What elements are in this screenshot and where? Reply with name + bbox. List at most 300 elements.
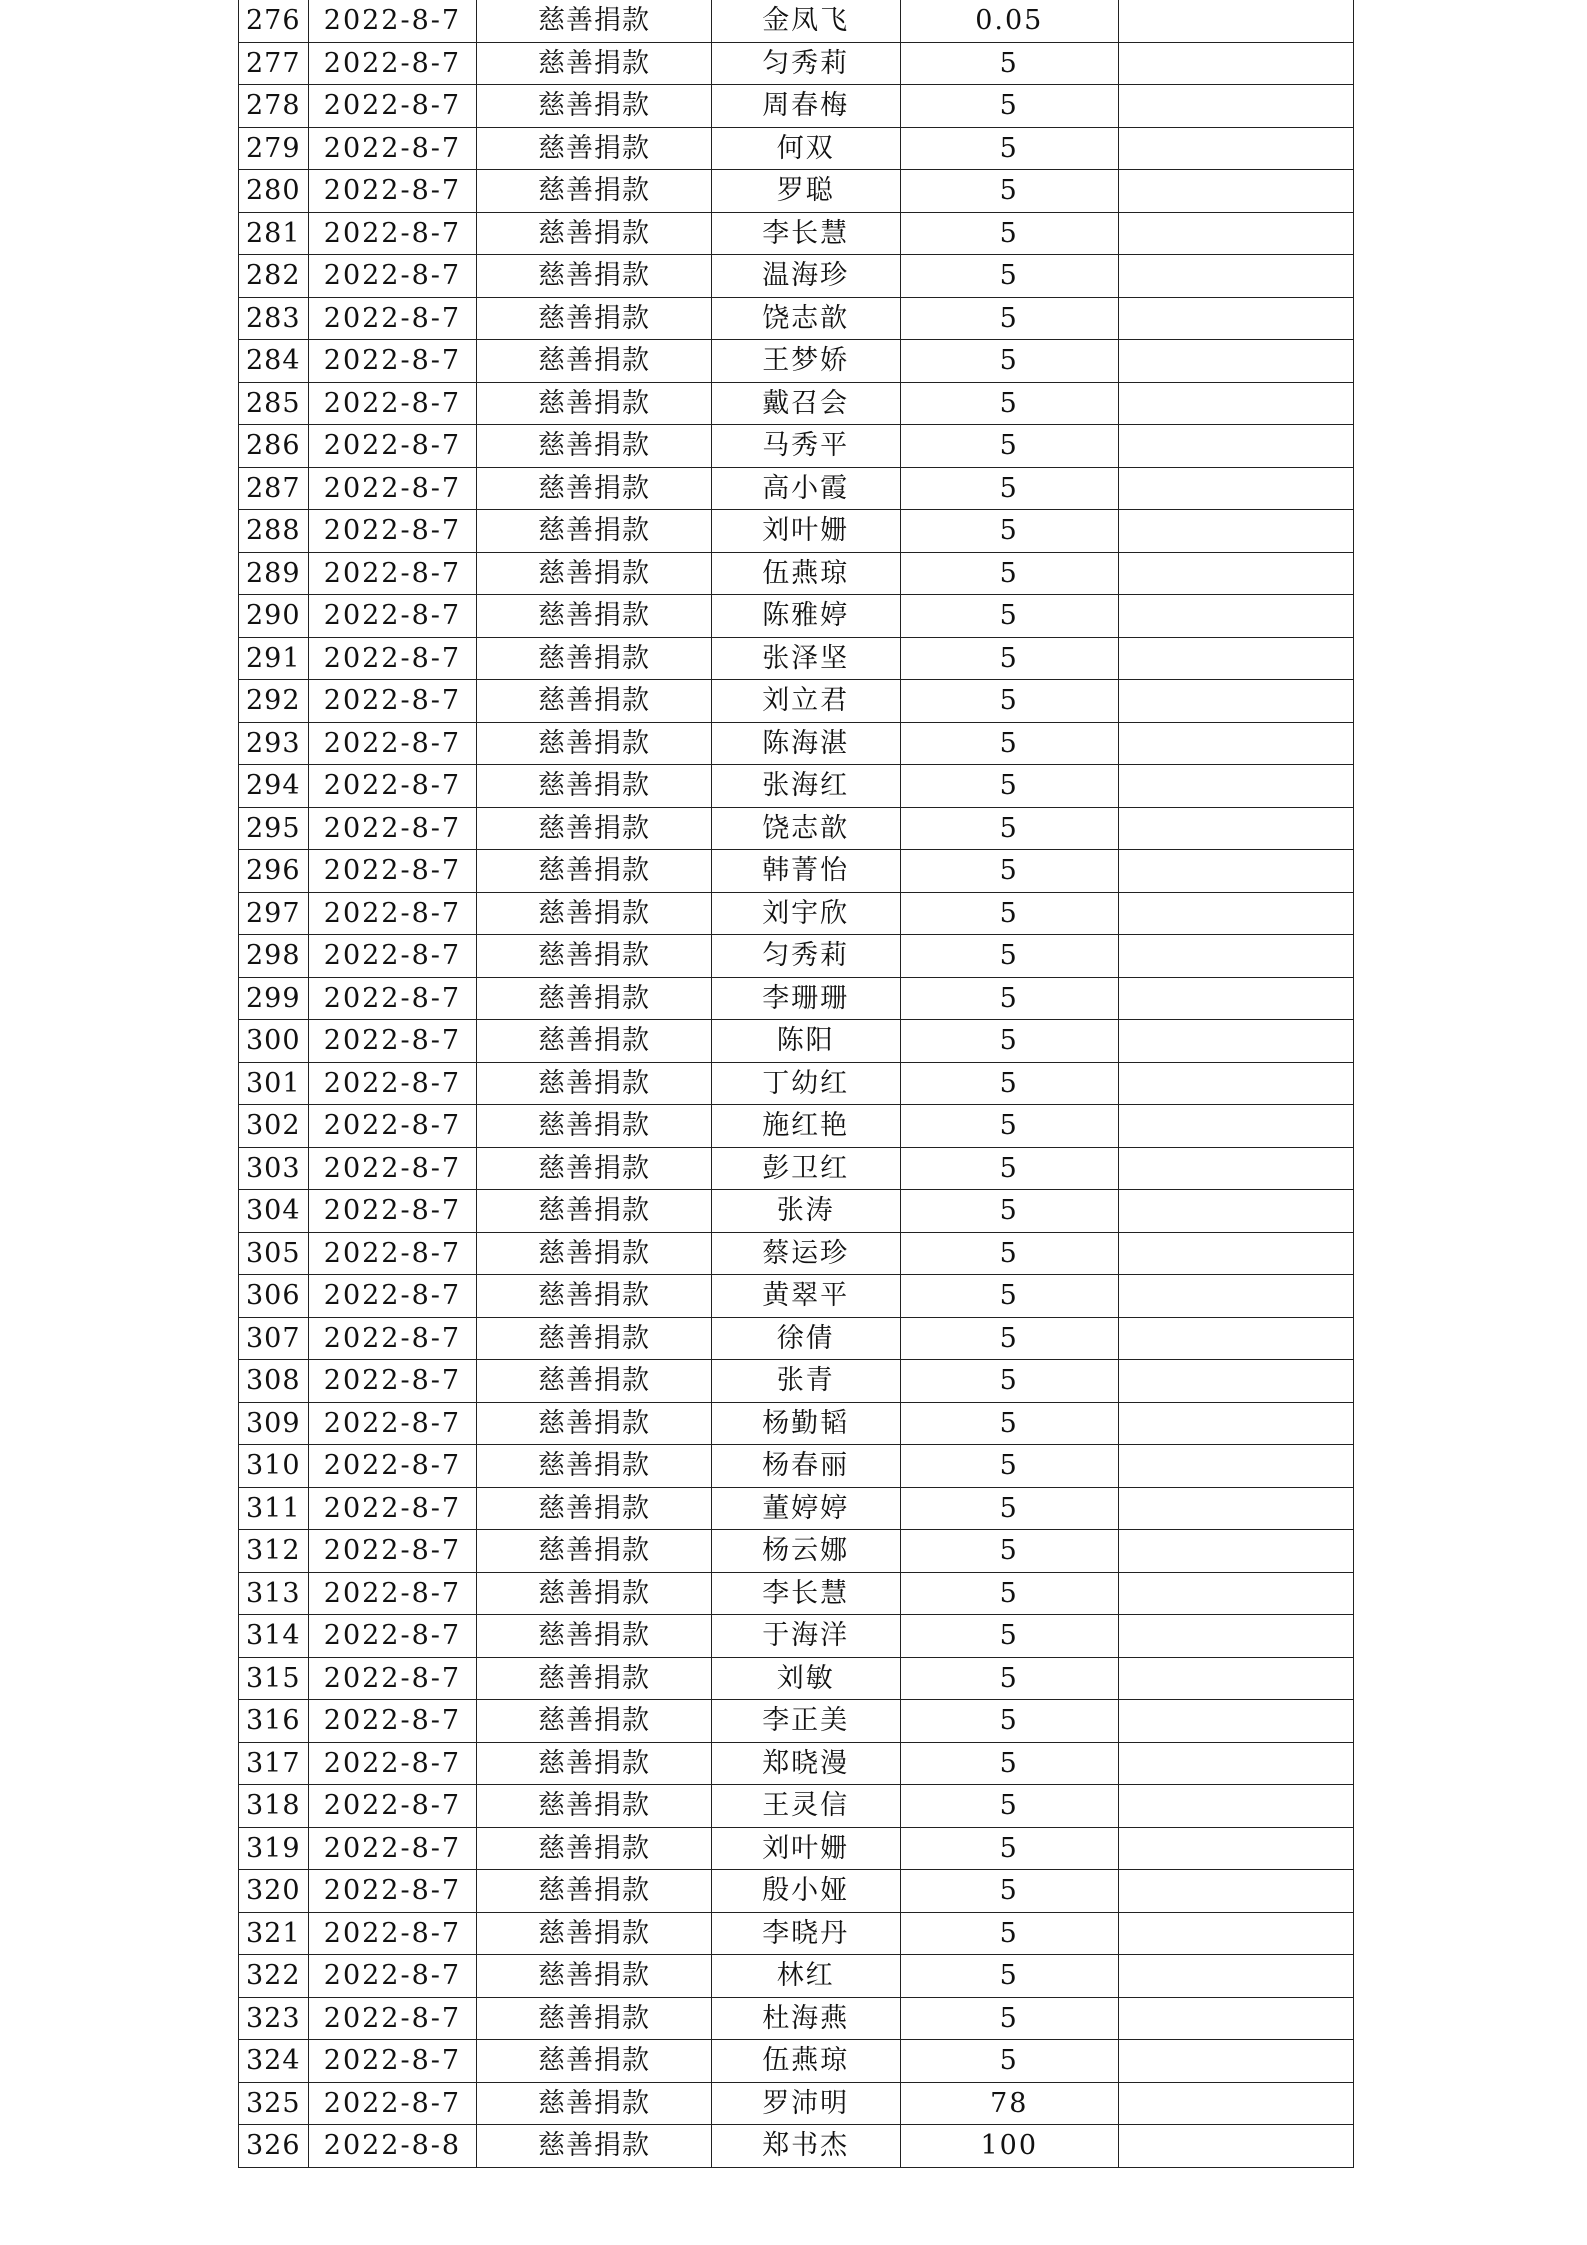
cell-donor-name: 徐倩 [711, 1317, 900, 1360]
cell-remark [1118, 340, 1353, 383]
cell-remark [1118, 1147, 1353, 1190]
cell-amount: 5 [900, 552, 1118, 595]
cell-donor-name: 罗聪 [711, 170, 900, 213]
table-row [239, 42, 1354, 85]
table-row [239, 1870, 1354, 1913]
cell-donor-name: 张涛 [711, 1190, 900, 1233]
cell-date: 2022-8-7 [308, 1062, 477, 1105]
cell-date: 2022-8-7 [308, 1870, 477, 1913]
cell-date: 2022-8-7 [308, 1742, 477, 1785]
cell-serial-number: 306 [239, 1275, 309, 1318]
cell-date: 2022-8-7 [308, 552, 477, 595]
cell-serial-number: 311 [239, 1487, 309, 1530]
cell-donation-type: 慈善捐款 [477, 1615, 711, 1658]
cell-serial-number: 283 [239, 297, 309, 340]
cell-remark [1118, 935, 1353, 978]
cell-serial-number: 284 [239, 340, 309, 383]
cell-donation-type: 慈善捐款 [477, 1105, 711, 1148]
cell-amount: 5 [900, 1317, 1118, 1360]
cell-date: 2022-8-7 [308, 722, 477, 765]
cell-serial-number: 323 [239, 1997, 309, 2040]
cell-donation-type: 慈善捐款 [477, 892, 711, 935]
cell-serial-number: 303 [239, 1147, 309, 1190]
cell-serial-number: 325 [239, 2082, 309, 2125]
cell-donation-type: 慈善捐款 [477, 1912, 711, 1955]
cell-donor-name: 伍燕琼 [711, 2040, 900, 2083]
cell-remark [1118, 1615, 1353, 1658]
cell-donation-type: 慈善捐款 [477, 2125, 711, 2168]
cell-donor-name: 彭卫红 [711, 1147, 900, 1190]
table-row [239, 807, 1354, 850]
table-row [239, 2125, 1354, 2168]
cell-donation-type: 慈善捐款 [477, 127, 711, 170]
cell-date: 2022-8-7 [308, 680, 477, 723]
table-row [239, 340, 1354, 383]
cell-date: 2022-8-7 [308, 85, 477, 128]
cell-donation-type: 慈善捐款 [477, 1827, 711, 1870]
cell-amount: 5 [900, 680, 1118, 723]
cell-donor-name: 杨春丽 [711, 1445, 900, 1488]
cell-remark [1118, 42, 1353, 85]
cell-remark [1118, 1275, 1353, 1318]
cell-donation-type: 慈善捐款 [477, 340, 711, 383]
table-row [239, 1530, 1354, 1573]
cell-donor-name: 郑书杰 [711, 2125, 900, 2168]
cell-date: 2022-8-7 [308, 1190, 477, 1233]
cell-donor-name: 刘叶姗 [711, 510, 900, 553]
cell-remark [1118, 977, 1353, 1020]
cell-serial-number: 288 [239, 510, 309, 553]
cell-remark [1118, 85, 1353, 128]
cell-serial-number: 277 [239, 42, 309, 85]
cell-donor-name: 刘宇欣 [711, 892, 900, 935]
cell-serial-number: 286 [239, 425, 309, 468]
cell-remark [1118, 297, 1353, 340]
cell-donation-type: 慈善捐款 [477, 1955, 711, 1998]
cell-serial-number: 322 [239, 1955, 309, 1998]
cell-date: 2022-8-7 [308, 1275, 477, 1318]
cell-serial-number: 310 [239, 1445, 309, 1488]
table-row [239, 935, 1354, 978]
cell-donor-name: 刘敏 [711, 1657, 900, 1700]
cell-date: 2022-8-7 [308, 1572, 477, 1615]
cell-donation-type: 慈善捐款 [477, 722, 711, 765]
cell-donation-type: 慈善捐款 [477, 1870, 711, 1913]
cell-serial-number: 293 [239, 722, 309, 765]
cell-remark [1118, 1997, 1353, 2040]
cell-remark [1118, 1657, 1353, 1700]
cell-donor-name: 于海洋 [711, 1615, 900, 1658]
table-row [239, 127, 1354, 170]
cell-amount: 5 [900, 637, 1118, 680]
cell-date: 2022-8-7 [308, 297, 477, 340]
cell-donation-type: 慈善捐款 [477, 850, 711, 893]
cell-donation-type: 慈善捐款 [477, 1020, 711, 1063]
cell-date: 2022-8-7 [308, 637, 477, 680]
table-row [239, 1360, 1354, 1403]
table-row [239, 765, 1354, 808]
cell-serial-number: 312 [239, 1530, 309, 1573]
cell-donor-name: 温海珍 [711, 255, 900, 298]
cell-donation-type: 慈善捐款 [477, 255, 711, 298]
cell-amount: 5 [900, 1402, 1118, 1445]
table-row [239, 850, 1354, 893]
cell-donation-type: 慈善捐款 [477, 85, 711, 128]
cell-remark [1118, 722, 1353, 765]
cell-donation-type: 慈善捐款 [477, 1190, 711, 1233]
cell-serial-number: 314 [239, 1615, 309, 1658]
cell-donor-name: 饶志歆 [711, 807, 900, 850]
cell-donor-name: 何双 [711, 127, 900, 170]
table-row [239, 1275, 1354, 1318]
cell-date: 2022-8-7 [308, 1615, 477, 1658]
cell-donor-name: 董婷婷 [711, 1487, 900, 1530]
cell-amount: 5 [900, 977, 1118, 1020]
cell-amount: 5 [900, 1487, 1118, 1530]
cell-remark [1118, 1700, 1353, 1743]
cell-donation-type: 慈善捐款 [477, 1402, 711, 1445]
cell-amount: 5 [900, 1657, 1118, 1700]
cell-date: 2022-8-7 [308, 1360, 477, 1403]
cell-amount: 5 [900, 1955, 1118, 1998]
cell-donor-name: 韩菁怡 [711, 850, 900, 893]
cell-amount: 5 [900, 1615, 1118, 1658]
cell-serial-number: 320 [239, 1870, 309, 1913]
cell-donor-name: 戴召会 [711, 382, 900, 425]
cell-remark [1118, 1105, 1353, 1148]
cell-amount: 5 [900, 1827, 1118, 1870]
cell-amount: 78 [900, 2082, 1118, 2125]
donation-table [238, 0, 1354, 2168]
cell-serial-number: 321 [239, 1912, 309, 1955]
cell-donation-type: 慈善捐款 [477, 637, 711, 680]
cell-donation-type: 慈善捐款 [477, 425, 711, 468]
cell-donation-type: 慈善捐款 [477, 1785, 711, 1828]
cell-serial-number: 302 [239, 1105, 309, 1148]
cell-donor-name: 王梦娇 [711, 340, 900, 383]
cell-donation-type: 慈善捐款 [477, 977, 711, 1020]
table-row [239, 1912, 1354, 1955]
table-row [239, 1615, 1354, 1658]
cell-amount: 5 [900, 1912, 1118, 1955]
cell-date: 2022-8-7 [308, 1487, 477, 1530]
cell-date: 2022-8-7 [308, 1402, 477, 1445]
cell-remark [1118, 2082, 1353, 2125]
cell-donor-name: 李晓丹 [711, 1912, 900, 1955]
cell-donation-type: 慈善捐款 [477, 552, 711, 595]
cell-donor-name: 李长慧 [711, 212, 900, 255]
table-row [239, 1402, 1354, 1445]
cell-date: 2022-8-7 [308, 1232, 477, 1275]
cell-remark [1118, 1870, 1353, 1913]
table-row [239, 1572, 1354, 1615]
cell-date: 2022-8-7 [308, 977, 477, 1020]
cell-date: 2022-8-7 [308, 850, 477, 893]
cell-date: 2022-8-7 [308, 1530, 477, 1573]
cell-donation-type: 慈善捐款 [477, 680, 711, 723]
cell-amount: 5 [900, 722, 1118, 765]
cell-serial-number: 291 [239, 637, 309, 680]
cell-donation-type: 慈善捐款 [477, 0, 711, 42]
cell-remark [1118, 467, 1353, 510]
cell-serial-number: 285 [239, 382, 309, 425]
cell-date: 2022-8-7 [308, 0, 477, 42]
cell-date: 2022-8-7 [308, 1997, 477, 2040]
cell-serial-number: 276 [239, 0, 309, 42]
cell-amount: 5 [900, 467, 1118, 510]
cell-serial-number: 315 [239, 1657, 309, 1700]
cell-remark [1118, 1232, 1353, 1275]
cell-remark [1118, 127, 1353, 170]
cell-date: 2022-8-7 [308, 1785, 477, 1828]
cell-donation-type: 慈善捐款 [477, 807, 711, 850]
cell-serial-number: 299 [239, 977, 309, 1020]
cell-amount: 5 [900, 170, 1118, 213]
cell-remark [1118, 637, 1353, 680]
cell-serial-number: 282 [239, 255, 309, 298]
cell-donation-type: 慈善捐款 [477, 1360, 711, 1403]
table-row [239, 722, 1354, 765]
cell-donation-type: 慈善捐款 [477, 1275, 711, 1318]
cell-serial-number: 297 [239, 892, 309, 935]
cell-amount: 5 [900, 935, 1118, 978]
cell-donor-name: 林红 [711, 1955, 900, 1998]
cell-remark [1118, 552, 1353, 595]
cell-donation-type: 慈善捐款 [477, 1445, 711, 1488]
cell-donation-type: 慈善捐款 [477, 1700, 711, 1743]
cell-serial-number: 294 [239, 765, 309, 808]
cell-donor-name: 陈雅婷 [711, 595, 900, 638]
cell-amount: 5 [900, 1275, 1118, 1318]
cell-date: 2022-8-7 [308, 935, 477, 978]
cell-donor-name: 张海红 [711, 765, 900, 808]
cell-remark [1118, 1402, 1353, 1445]
cell-amount: 5 [900, 1572, 1118, 1615]
cell-donor-name: 罗沛明 [711, 2082, 900, 2125]
table-row [239, 425, 1354, 468]
cell-date: 2022-8-7 [308, 1147, 477, 1190]
cell-donor-name: 张青 [711, 1360, 900, 1403]
cell-amount: 5 [900, 510, 1118, 553]
cell-amount: 5 [900, 1232, 1118, 1275]
cell-donor-name: 饶志歆 [711, 297, 900, 340]
cell-amount: 5 [900, 1445, 1118, 1488]
table-row [239, 1317, 1354, 1360]
cell-amount: 5 [900, 382, 1118, 425]
table-row [239, 1105, 1354, 1148]
cell-remark [1118, 2125, 1353, 2168]
cell-date: 2022-8-7 [308, 765, 477, 808]
cell-donation-type: 慈善捐款 [477, 297, 711, 340]
cell-remark [1118, 255, 1353, 298]
table-row [239, 1445, 1354, 1488]
cell-remark [1118, 1572, 1353, 1615]
cell-donor-name: 伍燕琼 [711, 552, 900, 595]
cell-amount: 5 [900, 2040, 1118, 2083]
cell-amount: 5 [900, 1742, 1118, 1785]
cell-donation-type: 慈善捐款 [477, 765, 711, 808]
table-row [239, 2040, 1354, 2083]
cell-remark [1118, 1487, 1353, 1530]
cell-date: 2022-8-7 [308, 340, 477, 383]
cell-remark [1118, 595, 1353, 638]
cell-remark [1118, 850, 1353, 893]
table-row [239, 1827, 1354, 1870]
cell-serial-number: 280 [239, 170, 309, 213]
cell-remark [1118, 1955, 1353, 1998]
cell-amount: 0.05 [900, 0, 1118, 42]
cell-serial-number: 289 [239, 552, 309, 595]
cell-date: 2022-8-7 [308, 595, 477, 638]
cell-donor-name: 匀秀莉 [711, 42, 900, 85]
cell-date: 2022-8-7 [308, 1827, 477, 1870]
cell-date: 2022-8-7 [308, 892, 477, 935]
table-row [239, 0, 1354, 42]
cell-donor-name: 黄翠平 [711, 1275, 900, 1318]
cell-remark [1118, 1742, 1353, 1785]
table-row [239, 170, 1354, 213]
cell-remark [1118, 1912, 1353, 1955]
cell-amount: 5 [900, 807, 1118, 850]
table-row [239, 1742, 1354, 1785]
cell-date: 2022-8-7 [308, 212, 477, 255]
cell-donation-type: 慈善捐款 [477, 42, 711, 85]
cell-donor-name: 周春梅 [711, 85, 900, 128]
cell-remark [1118, 1360, 1353, 1403]
table-row [239, 1147, 1354, 1190]
cell-amount: 5 [900, 1147, 1118, 1190]
cell-date: 2022-8-7 [308, 127, 477, 170]
cell-date: 2022-8-7 [308, 1317, 477, 1360]
cell-donor-name: 高小霞 [711, 467, 900, 510]
table-row [239, 637, 1354, 680]
cell-serial-number: 279 [239, 127, 309, 170]
cell-date: 2022-8-7 [308, 467, 477, 510]
table-row [239, 1657, 1354, 1700]
cell-amount: 5 [900, 1785, 1118, 1828]
cell-amount: 5 [900, 42, 1118, 85]
cell-donor-name: 杨勤韬 [711, 1402, 900, 1445]
cell-remark [1118, 765, 1353, 808]
cell-donation-type: 慈善捐款 [477, 1147, 711, 1190]
cell-donation-type: 慈善捐款 [477, 382, 711, 425]
donation-ledger-page [238, 0, 1354, 2168]
cell-amount: 100 [900, 2125, 1118, 2168]
cell-serial-number: 290 [239, 595, 309, 638]
cell-donation-type: 慈善捐款 [477, 1062, 711, 1105]
cell-date: 2022-8-7 [308, 1105, 477, 1148]
table-row [239, 1785, 1354, 1828]
cell-date: 2022-8-7 [308, 2082, 477, 2125]
table-row [239, 892, 1354, 935]
cell-date: 2022-8-7 [308, 382, 477, 425]
cell-donation-type: 慈善捐款 [477, 467, 711, 510]
cell-donor-name: 李长慧 [711, 1572, 900, 1615]
cell-donation-type: 慈善捐款 [477, 935, 711, 978]
cell-date: 2022-8-7 [308, 170, 477, 213]
table-row [239, 1190, 1354, 1233]
cell-donation-type: 慈善捐款 [477, 1657, 711, 1700]
cell-serial-number: 295 [239, 807, 309, 850]
cell-remark [1118, 0, 1353, 42]
cell-serial-number: 278 [239, 85, 309, 128]
cell-donor-name: 杨云娜 [711, 1530, 900, 1573]
cell-remark [1118, 382, 1353, 425]
cell-donor-name: 郑晓漫 [711, 1742, 900, 1785]
cell-remark [1118, 1530, 1353, 1573]
cell-serial-number: 319 [239, 1827, 309, 1870]
cell-serial-number: 305 [239, 1232, 309, 1275]
cell-amount: 5 [900, 892, 1118, 935]
table-row [239, 382, 1354, 425]
cell-serial-number: 298 [239, 935, 309, 978]
table-row [239, 595, 1354, 638]
cell-date: 2022-8-8 [308, 2125, 477, 2168]
cell-remark [1118, 425, 1353, 468]
cell-donation-type: 慈善捐款 [477, 2040, 711, 2083]
cell-serial-number: 301 [239, 1062, 309, 1105]
cell-serial-number: 309 [239, 1402, 309, 1445]
table-row [239, 977, 1354, 1020]
table-row [239, 1020, 1354, 1063]
cell-donor-name: 殷小娅 [711, 1870, 900, 1913]
table-row [239, 680, 1354, 723]
cell-amount: 5 [900, 850, 1118, 893]
cell-amount: 5 [900, 595, 1118, 638]
cell-remark [1118, 212, 1353, 255]
cell-amount: 5 [900, 212, 1118, 255]
cell-date: 2022-8-7 [308, 1445, 477, 1488]
cell-serial-number: 296 [239, 850, 309, 893]
table-row [239, 1997, 1354, 2040]
cell-remark [1118, 807, 1353, 850]
donation-table-body [239, 0, 1354, 2167]
cell-donation-type: 慈善捐款 [477, 1487, 711, 1530]
cell-date: 2022-8-7 [308, 1912, 477, 1955]
cell-amount: 5 [900, 765, 1118, 808]
cell-serial-number: 313 [239, 1572, 309, 1615]
table-row [239, 1700, 1354, 1743]
cell-donor-name: 陈海湛 [711, 722, 900, 765]
cell-remark [1118, 1190, 1353, 1233]
cell-remark [1118, 892, 1353, 935]
cell-donor-name: 王灵信 [711, 1785, 900, 1828]
cell-donation-type: 慈善捐款 [477, 595, 711, 638]
cell-donor-name: 金凤飞 [711, 0, 900, 42]
cell-amount: 5 [900, 127, 1118, 170]
cell-remark [1118, 1445, 1353, 1488]
cell-amount: 5 [900, 1997, 1118, 2040]
cell-donation-type: 慈善捐款 [477, 1232, 711, 1275]
cell-serial-number: 300 [239, 1020, 309, 1063]
cell-amount: 5 [900, 255, 1118, 298]
cell-serial-number: 287 [239, 467, 309, 510]
cell-amount: 5 [900, 1190, 1118, 1233]
cell-donation-type: 慈善捐款 [477, 1530, 711, 1573]
cell-serial-number: 317 [239, 1742, 309, 1785]
cell-date: 2022-8-7 [308, 1657, 477, 1700]
cell-donation-type: 慈善捐款 [477, 1997, 711, 2040]
cell-date: 2022-8-7 [308, 425, 477, 468]
cell-date: 2022-8-7 [308, 1955, 477, 1998]
cell-date: 2022-8-7 [308, 255, 477, 298]
cell-remark [1118, 1785, 1353, 1828]
cell-amount: 5 [900, 1530, 1118, 1573]
table-row [239, 85, 1354, 128]
cell-remark [1118, 1020, 1353, 1063]
cell-amount: 5 [900, 1020, 1118, 1063]
cell-donor-name: 蔡运珍 [711, 1232, 900, 1275]
